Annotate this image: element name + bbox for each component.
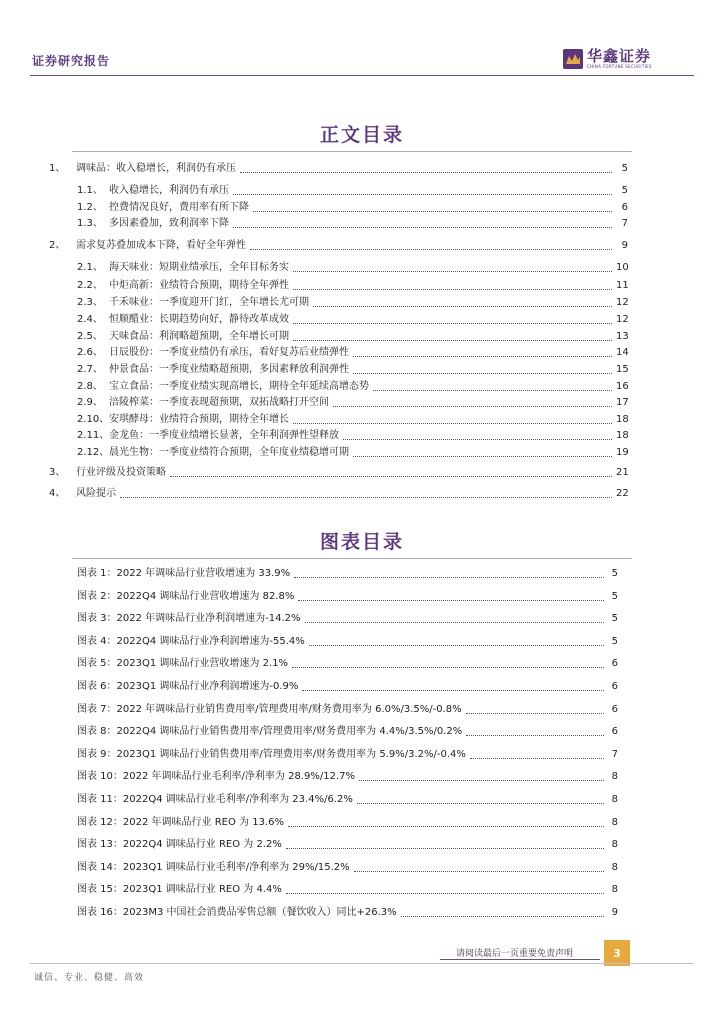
- toc-entry-text: 海天味业：短期业绩承压，全年目标务实: [109, 262, 289, 273]
- toc-entry-number: 2.12、: [77, 447, 110, 458]
- figure-entry-page: 8: [611, 839, 618, 850]
- figure-entry-leader: [466, 713, 604, 714]
- figure-entry[interactable]: [77, 771, 618, 783]
- figure-entry-text: 图表 14：2023Q1 调味品行业毛利率/净利率为 29%/15.2%: [77, 862, 350, 873]
- toc-entry[interactable]: [49, 240, 628, 252]
- toc-entry-page: 22: [616, 488, 629, 499]
- figure-entry-text: 图表 2：2022Q4 调味品行业营收增速为 82.8%: [77, 591, 295, 602]
- toc-entry-leader: [233, 194, 612, 195]
- figures-title: 图表目录: [319, 531, 404, 553]
- toc-entry-number: 1.2、: [77, 202, 103, 213]
- toc-entry-number: 1.3、: [77, 218, 103, 229]
- toc-entry-leader: [293, 271, 612, 272]
- toc-entry[interactable]: [49, 488, 628, 500]
- toc-entry[interactable]: [77, 331, 628, 343]
- toc-entry-text: 涪陵榨菜：一季度表现超预期，双拓战略打开空间: [109, 397, 329, 408]
- toc-entry-number: 2.3、: [77, 297, 103, 308]
- toc-entry-page: 18: [616, 430, 629, 441]
- toc-entry-text: 控费情况良好，费用率有所下降: [109, 202, 249, 213]
- toc-entry-text: 千禾味业：一季度迎开门红，全年增长尤可期: [109, 297, 309, 308]
- toc-entry[interactable]: [77, 430, 628, 442]
- toc-entry[interactable]: [77, 202, 628, 214]
- figure-entry-text: 图表 12：2022 年调味品行业 REO 为 13.6%: [77, 817, 284, 828]
- toc-entry-text: 中炬高新：业绩符合预期，期待全年弹性: [109, 280, 289, 291]
- figure-entry-text: 图表 6：2023Q1 调味品行业净利润增速为-0.9%: [77, 681, 299, 692]
- toc-entry-leader: [120, 497, 612, 498]
- toc-entry-number: 2.4、: [77, 314, 103, 325]
- toc-entry-page: 15: [616, 364, 629, 375]
- logo-chinese-name: 华鑫证券: [587, 47, 652, 65]
- figure-entry-leader: [305, 622, 604, 623]
- toc-entry-page: 21: [616, 467, 629, 478]
- figure-entry-text: 图表 8：2022Q4 调味品行业销售费用率/管理费用率/财务费用率为 4.4%/3.5%/0.2%: [77, 726, 463, 737]
- figure-entry[interactable]: [77, 658, 618, 670]
- figure-entry[interactable]: [77, 568, 618, 580]
- toc-entry-number: 2.8、: [77, 381, 103, 392]
- figure-entry-text: 图表 10：2022 年调味品行业毛利率/净利率为 28.9%/12.7%: [77, 771, 355, 782]
- toc-entry-leader: [293, 323, 612, 324]
- toc-entry[interactable]: [77, 262, 628, 274]
- figure-entry-text: 图表 9：2023Q1 调味品行业销售费用率/管理费用率/财务费用率为 5.9%/3.2%/-0.4%: [77, 749, 466, 760]
- figure-entry[interactable]: [77, 862, 618, 874]
- figure-entry[interactable]: [77, 636, 618, 648]
- toc-entry-number: 1、: [49, 163, 66, 174]
- figure-entry-page: 5: [611, 568, 618, 579]
- toc-entry-number: 2.1、: [77, 262, 103, 273]
- figure-entry[interactable]: [77, 884, 618, 896]
- toc-entry-text: 风险提示: [76, 488, 116, 499]
- toc-entry-page: 11: [616, 280, 629, 291]
- figure-entry-page: 6: [611, 726, 618, 737]
- toc-entry-leader: [250, 249, 612, 250]
- logo-english-name: CHINA FORTUNE SECURITIES: [587, 64, 652, 69]
- logo-mark-icon: [563, 49, 583, 69]
- toc-entry[interactable]: [77, 314, 628, 326]
- toc-entry[interactable]: [77, 297, 628, 309]
- company-motto: 诚信、专业、稳健、高效: [34, 973, 145, 983]
- figure-entry-page: 9: [611, 907, 618, 918]
- figure-entry-page: 7: [611, 749, 618, 760]
- toc-entry-page: 12: [616, 297, 629, 308]
- toc-entry-leader: [333, 406, 612, 407]
- toc-entry-number: 2.10、: [77, 414, 110, 425]
- toc-entry-leader: [353, 373, 612, 374]
- toc-entry-page: 12: [616, 314, 629, 325]
- figure-entry[interactable]: [77, 839, 618, 851]
- figure-entry-leader: [292, 667, 604, 668]
- toc-entry-page: 5: [621, 163, 628, 174]
- figure-entry-text: 图表 13：2022Q4 调味品行业 REO 为 2.2%: [77, 839, 282, 850]
- toc-entry[interactable]: [77, 218, 628, 230]
- toc-entry-leader: [343, 439, 612, 440]
- figure-entry-text: 图表 15：2023Q1 调味品行业 REO 为 4.4%: [77, 884, 282, 895]
- report-type-label: 证券研究报告: [32, 54, 111, 68]
- toc-entry-page: 13: [616, 331, 629, 342]
- toc-entry[interactable]: [77, 185, 628, 197]
- figure-entry-leader: [354, 871, 604, 872]
- figure-entry-leader: [298, 600, 604, 601]
- toc-entry[interactable]: [77, 381, 628, 393]
- figure-entry-text: 图表 16：2023M3 中国社会消费品零售总额（餐饮收入）同比+26.3%: [77, 907, 397, 918]
- figure-entry-leader: [294, 577, 604, 578]
- toc-entry-leader: [233, 227, 612, 228]
- toc-entry-leader: [240, 172, 612, 173]
- toc-entry-text: 需求复苏叠加成本下降，看好全年弹性: [76, 240, 246, 251]
- toc-entry-leader: [170, 476, 612, 477]
- toc-entry[interactable]: [77, 280, 628, 292]
- toc-entry-number: 2.5、: [77, 331, 103, 342]
- toc-entry-number: 2、: [49, 240, 66, 251]
- figure-entry-page: 6: [611, 658, 618, 669]
- figure-entry[interactable]: [77, 704, 618, 716]
- figure-entry-text: 图表 4：2022Q4 调味品行业净利润增速为-55.4%: [77, 636, 305, 647]
- toc-entry-leader: [353, 356, 612, 357]
- page-number-badge: 3: [604, 940, 630, 966]
- toc-entry-text: 仲景食品：一季度业绩略超预期，多因素释放利润弹性: [109, 364, 349, 375]
- toc-entry-leader: [293, 289, 612, 290]
- toc-entry[interactable]: [77, 397, 628, 409]
- toc-entry-text: 恒顺醋业：长期趋势向好，静待改革成效: [109, 314, 289, 325]
- toc-entry[interactable]: [77, 414, 628, 426]
- figure-entry-leader: [470, 758, 604, 759]
- footer-note-underline: [440, 959, 600, 960]
- toc-entry-number: 3、: [49, 467, 66, 478]
- figure-entry[interactable]: [77, 749, 618, 761]
- figure-entry-leader: [288, 826, 604, 827]
- figure-entry[interactable]: [77, 613, 618, 625]
- toc-entry[interactable]: [77, 347, 628, 359]
- toc-entry[interactable]: [49, 467, 628, 479]
- figure-entry[interactable]: [77, 817, 618, 829]
- figure-entry-text: 图表 1：2022 年调味品行业营收增速为 33.9%: [77, 568, 291, 579]
- toc-entry-text: 天味食品：利润略超预期，全年增长可期: [109, 331, 289, 342]
- toc-entry-text: 调味品：收入稳增长，利润仍有承压: [76, 163, 236, 174]
- figure-entry-leader: [302, 690, 604, 691]
- figure-entry-leader: [286, 848, 604, 849]
- toc-entry-leader: [313, 306, 612, 307]
- figure-entry-page: 5: [611, 636, 618, 647]
- figure-entry-leader: [286, 893, 604, 894]
- toc-entry-page: 16: [616, 381, 629, 392]
- figure-entry-text: 图表 7：2022 年调味品行业销售费用率/管理费用率/财务费用率为 6.0%/3.5%/-0.8%: [77, 704, 462, 715]
- toc-entry-page: 14: [616, 347, 629, 358]
- toc-entry[interactable]: [77, 447, 628, 459]
- toc-entry-text: 宝立食品：一季度业绩实现高增长，期待全年延续高增态势: [109, 381, 369, 392]
- figure-entry[interactable]: [77, 726, 618, 738]
- toc-entry-page: 5: [621, 185, 628, 196]
- figure-entry-page: 8: [611, 884, 618, 895]
- toc-entry-number: 1.1、: [77, 185, 103, 196]
- figure-entry-leader: [357, 803, 604, 804]
- toc-entry[interactable]: [49, 163, 628, 175]
- figure-entry-page: 8: [611, 771, 618, 782]
- toc-entry-text: 安琪酵母：业绩符合预期，期待全年增长: [109, 414, 289, 425]
- figure-entry-page: 6: [611, 681, 618, 692]
- toc-entry[interactable]: [77, 364, 628, 376]
- figure-entry-page: 5: [611, 613, 618, 624]
- toc-entry-leader: [253, 211, 612, 212]
- toc-entry-page: 6: [621, 202, 628, 213]
- figure-entry[interactable]: [77, 907, 618, 919]
- toc-entry-page: 7: [621, 218, 628, 229]
- toc-entry-page: 19: [616, 447, 629, 458]
- figure-entry-page: 8: [611, 794, 618, 805]
- figures-title-divider: [72, 558, 632, 559]
- figure-entry-page: 8: [611, 817, 618, 828]
- disclaimer-note: 请阅读最后一页重要免责声明: [456, 949, 574, 959]
- figure-entry[interactable]: [77, 591, 618, 603]
- figure-entry-leader: [401, 916, 604, 917]
- toc-entry-number: 2.6、: [77, 347, 103, 358]
- figure-entry-leader: [359, 780, 604, 781]
- figure-entry[interactable]: [77, 794, 618, 806]
- footer-divider: [30, 963, 694, 964]
- toc-entry-leader: [353, 456, 612, 457]
- figure-entry-leader: [466, 735, 604, 736]
- toc-title-divider: [72, 151, 632, 152]
- toc-title: 正文目录: [319, 124, 404, 146]
- toc-entry-text: 行业评级及投资策略: [76, 467, 166, 478]
- toc-entry-page: 10: [616, 262, 629, 273]
- header-divider: [30, 75, 694, 76]
- figure-entry-leader: [309, 645, 604, 646]
- figure-entry[interactable]: [77, 681, 618, 693]
- figure-entry-text: 图表 3：2022 年调味品行业净利润增速为-14.2%: [77, 613, 301, 624]
- toc-entry-number: 2.9、: [77, 397, 103, 408]
- toc-entry-text: 日辰股份：一季度业绩仍有承压，看好复苏后业绩弹性: [109, 347, 349, 358]
- figure-entry-page: 6: [611, 704, 618, 715]
- toc-entry-number: 2.2、: [77, 280, 103, 291]
- toc-entry-leader: [373, 390, 612, 391]
- toc-entry-leader: [293, 423, 612, 424]
- toc-entry-leader: [293, 340, 612, 341]
- figure-entry-page: 8: [611, 862, 618, 873]
- figure-entry-text: 图表 11：2022Q4 调味品行业毛利率/净利率为 23.4%/6.2%: [77, 794, 353, 805]
- toc-entry-text: 收入稳增长，利润仍有承压: [109, 185, 229, 196]
- toc-entry-text: 金龙鱼：一季度业绩增长显著，全年利润弹性望释放: [109, 430, 339, 441]
- toc-entry-page: 9: [621, 240, 628, 251]
- toc-entry-number: 2.7、: [77, 364, 103, 375]
- figure-entry-page: 5: [611, 591, 618, 602]
- toc-entry-number: 2.11、: [77, 430, 110, 441]
- toc-entry-number: 4、: [49, 488, 66, 499]
- toc-entry-page: 17: [616, 397, 629, 408]
- toc-entry-page: 18: [616, 414, 629, 425]
- company-logo: [563, 48, 652, 69]
- toc-entry-text: 多因素叠加，致利润率下降: [109, 218, 229, 229]
- figure-entry-text: 图表 5：2023Q1 调味品行业营收增速为 2.1%: [77, 658, 288, 669]
- toc-entry-text: 晨光生物：一季度业绩符合预期，全年度业绩稳增可期: [109, 447, 349, 458]
